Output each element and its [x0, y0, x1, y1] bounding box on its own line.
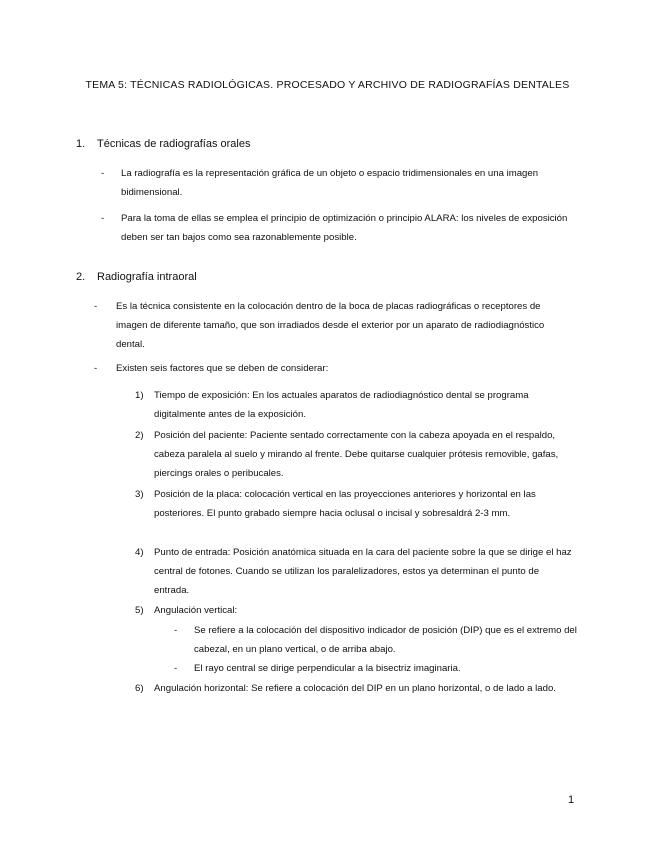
- sub-bullet-dash: -: [174, 625, 178, 636]
- factor-1-text: Tiempo de exposición: En los actuales aparatos de radiodiagnóstico dental se programa digitalmente antes de la exposición.: [154, 390, 529, 420]
- factor-4-text: Punto de entrada: Posición anatómica situada en la cara del paciente sobre la que se dirige el haz central de fotones. Cuando se utilizan los paralelizadores, estos ya determinan el punto de entrada.: [154, 547, 572, 596]
- factor-6-text: Angulación horizontal: Se refiere a colocación del DIP en un plano horizontal, o de lado a lado.: [154, 683, 556, 694]
- factor-5-number: 5): [135, 605, 144, 616]
- factor-3-number: 3): [135, 489, 144, 500]
- factor-1-number: 1): [135, 390, 144, 401]
- factor-5-text: Angulación vertical:: [154, 605, 238, 616]
- section-1-bullet-1: La radiografía es la representación gráfica de un objeto o espacio tridimensionales en una imagen bidimensional.: [121, 168, 539, 198]
- sub-bullet-dash: -: [174, 663, 178, 674]
- bullet-dash: -: [94, 301, 98, 312]
- section-2-heading: Radiografía intraoral: [97, 271, 197, 283]
- factor-2-number: 2): [135, 430, 144, 441]
- factor-6-number: 6): [135, 683, 144, 694]
- section-2-bullet-2: Existen seis factores que se deben de considerar:: [116, 363, 329, 374]
- bullet-dash: -: [94, 363, 98, 374]
- bullet-dash: -: [101, 213, 105, 224]
- page-number: 1: [568, 794, 575, 806]
- document-title: TEMA 5: TÉCNICAS RADIOLÓGICAS. PROCESADO Y ARCHIVO DE RADIOGRAFÍAS DENTALES: [85, 79, 570, 91]
- section-2-bullet-1: Es la técnica consistente en la colocación dentro de la boca de placas radiográficas o receptores de imagen de diferente tamaño, que son irradiados desde el exterior por un aparato de radiodiagnóstico dental.: [116, 301, 545, 350]
- sub-bullet-1: Se refiere a la colocación del dispositivo indicador de posición (DIP) que es el extremo del cabezal, en un plano vertical, o de arriba abajo.: [194, 625, 577, 655]
- sub-bullet-2: El rayo central se dirige perpendicular a la bisectriz imaginaria.: [194, 663, 461, 674]
- factor-4-number: 4): [135, 547, 144, 558]
- section-1-heading-row: [76, 136, 85, 152]
- section-1-bullet-2: Para la toma de ellas se emplea el principio de optimización o principio ALARA: los niveles de exposición deben ser tan bajos como sea razonablemente posible.: [121, 213, 568, 243]
- section-2-number: 2.: [76, 271, 86, 283]
- bullet-dash: -: [101, 168, 105, 179]
- factor-3-text: Posición de la placa: colocación vertical en las proyecciones anteriores y horizontal en las posteriores. El punto grabado siempre hacia oclusal o incisal y sobresaldrá 2-3 mm.: [154, 489, 536, 519]
- section-1-heading: Técnicas de radiografías orales: [97, 138, 251, 150]
- section-1-number: 1.: [76, 138, 86, 150]
- factor-2-text: Posición del paciente: Paciente sentado correctamente con la cabeza apoyada en el respaldo, cabeza paralela al suelo y mirando al frente. Debe quitarse cualquier prótesis removible, gafas, piercings orales o peribucales.: [154, 430, 559, 479]
